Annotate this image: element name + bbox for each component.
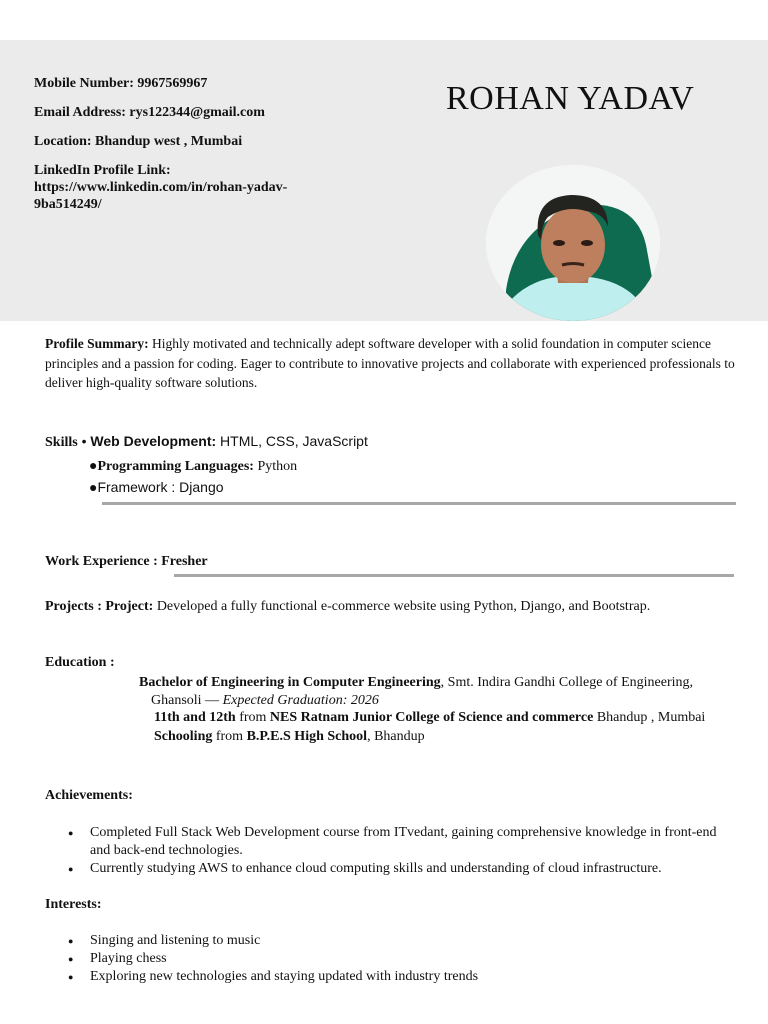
- degree-college-cont: Ghansoli —: [151, 693, 223, 708]
- list-item: ● Exploring new technologies and staying updated with industry trends: [68, 968, 728, 986]
- schooling-location: , Bhandup: [367, 729, 425, 744]
- list-item: ● Completed Full Stack Web Development course from ITvedant, gaining comprehensive knowledge in front-end and back-end technologies.: [68, 824, 728, 860]
- projects-section: [45, 597, 745, 616]
- profile-summary: [45, 334, 735, 393]
- degree-college: , Smt. Indira Gandhi College of Engineering,: [440, 675, 693, 690]
- profile-summary-text: Highly motivated and technically adept software developer with a solid foundation in computer science principles and a passion for coding. Eager to contribute to innovative projects and collaborate with experienced professionals to deliver high-quality software solutions.: [45, 336, 735, 390]
- programming-languages-value: Python: [253, 459, 298, 474]
- divider: [174, 574, 734, 577]
- location: Location: Bhandup west , Mumbai: [34, 134, 243, 149]
- mobile-number: Mobile Number: 9967569967: [34, 76, 208, 91]
- web-development-label: Web Development:: [90, 433, 217, 449]
- hsc-label: 11th and 12th: [154, 710, 236, 725]
- work-experience: Work Experience : Fresher: [45, 554, 208, 569]
- profile-photo-illustration: [486, 165, 660, 321]
- bullet-icon: ●: [89, 459, 98, 474]
- skills-section: [45, 432, 735, 499]
- skills-label: Skills: [45, 435, 78, 450]
- projects-text: Developed a fully functional e-commerce website using Python, Django, and Bootstrap.: [153, 599, 651, 614]
- header-band: [0, 40, 768, 321]
- linkedin-url-line1[interactable]: https://www.linkedin.com/in/rohan-yadav-: [34, 180, 288, 195]
- web-development-value: HTML, CSS, JavaScript: [216, 433, 368, 449]
- contact-block: [34, 75, 294, 213]
- linkedin-label: LinkedIn Profile Link:: [34, 163, 171, 178]
- framework-text: Framework : Django: [97, 479, 224, 495]
- skill-framework: [89, 477, 735, 499]
- list-item: ● Currently studying AWS to enhance cloud computing skills and understanding of cloud infrastructure.: [68, 860, 728, 878]
- linkedin-url-line2[interactable]: 9ba514249/: [34, 197, 102, 212]
- schooling-from: from: [212, 729, 247, 744]
- achievements-title: Achievements:: [45, 788, 133, 803]
- email-address: Email Address: rys122344@gmail.com: [34, 105, 265, 120]
- skills-sublist: [89, 456, 735, 499]
- interests-list: [68, 932, 728, 986]
- expected-graduation: Expected Graduation: 2026: [222, 693, 379, 708]
- education-schooling: [154, 728, 754, 746]
- hsc-location: Bhandup , Mumbai: [593, 710, 706, 725]
- divider: [102, 502, 736, 505]
- bullet-icon: ●: [89, 481, 98, 496]
- profile-photo: [486, 165, 660, 321]
- schooling-name: B.P.E.S High School: [246, 729, 368, 744]
- skill-programming-languages: [89, 456, 735, 477]
- profile-summary-label: Profile Summary:: [45, 336, 149, 351]
- list-item: ● Singing and listening to music: [68, 932, 728, 950]
- education-hsc: [154, 709, 764, 727]
- achievements-list: [68, 824, 728, 878]
- list-item: ● Playing chess: [68, 950, 728, 968]
- schooling-label: Schooling: [154, 729, 213, 744]
- skills-bullet: •: [77, 433, 91, 449]
- interests-title: Interests:: [45, 897, 102, 912]
- projects-label: Projects : Project:: [45, 599, 154, 614]
- education-degree: [139, 674, 749, 710]
- education-title: Education :: [45, 655, 115, 670]
- hsc-school: NES Ratnam Junior College of Science and commerce: [269, 710, 594, 725]
- degree-name: Bachelor of Engineering in Computer Engineering: [139, 675, 441, 690]
- linkedin-block: [34, 162, 294, 213]
- candidate-name: ROHAN YADAV: [446, 80, 695, 117]
- programming-languages-label: Programming Languages:: [97, 459, 254, 474]
- hsc-from: from: [235, 710, 270, 725]
- skills-row-web: [45, 432, 735, 452]
